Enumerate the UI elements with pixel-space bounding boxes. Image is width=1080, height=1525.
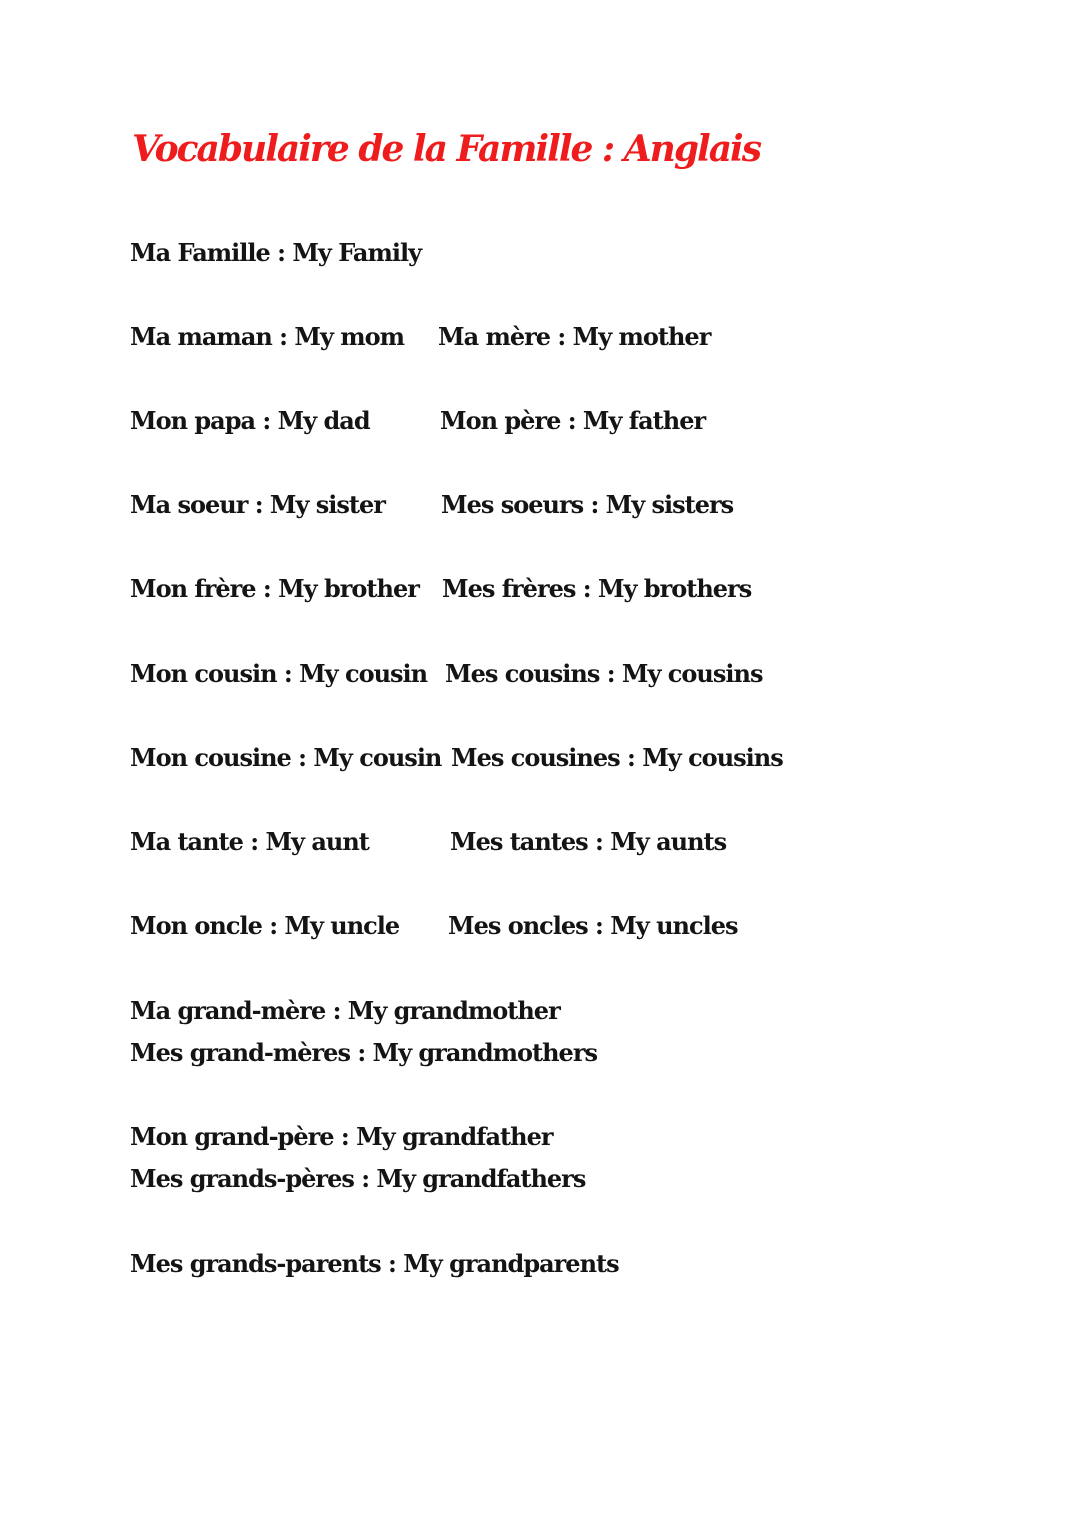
vocab-item-father: Mon père : My father <box>440 406 706 435</box>
vocab-item-grandfathers: Mes grands-pères : My grandfathers <box>130 1164 586 1193</box>
vocab-item-brothers: Mes frères : My brothers <box>442 574 752 603</box>
vocab-item-brother: Mon frère : My brother <box>130 574 419 603</box>
vocab-item-uncle: Mon oncle : My uncle <box>130 911 400 940</box>
vocab-item-dad: Mon papa : My dad <box>130 406 370 435</box>
vocab-item-grandfather: Mon grand-père : My grandfather <box>130 1122 553 1151</box>
vocab-item-mom: Ma maman : My mom <box>130 322 405 351</box>
vocab-item-aunt: Ma tante : My aunt <box>130 827 369 856</box>
vocab-item-cousin-m: Mon cousin : My cousin <box>130 659 428 688</box>
page-title: Vocabulaire de la Famille : Anglais <box>132 128 760 170</box>
vocab-item-sister: Ma soeur : My sister <box>130 490 385 519</box>
vocab-item-cousin-f: Mon cousine : My cousin <box>130 743 442 772</box>
section-heading: Ma Famille : My Family <box>130 238 422 267</box>
vocab-item-uncles: Mes oncles : My uncles <box>448 911 738 940</box>
vocab-item-cousins-f: Mes cousines : My cousins <box>451 743 783 772</box>
vocab-item-grandparents: Mes grands-parents : My grandparents <box>130 1249 619 1278</box>
vocab-item-sisters: Mes soeurs : My sisters <box>441 490 734 519</box>
vocab-item-grandmother: Ma grand-mère : My grandmother <box>130 996 560 1025</box>
vocab-item-aunts: Mes tantes : My aunts <box>450 827 727 856</box>
vocab-item-grandmothers: Mes grand-mères : My grandmothers <box>130 1038 597 1067</box>
vocab-item-cousins-m: Mes cousins : My cousins <box>445 659 763 688</box>
vocab-item-mother: Ma mère : My mother <box>438 322 711 351</box>
